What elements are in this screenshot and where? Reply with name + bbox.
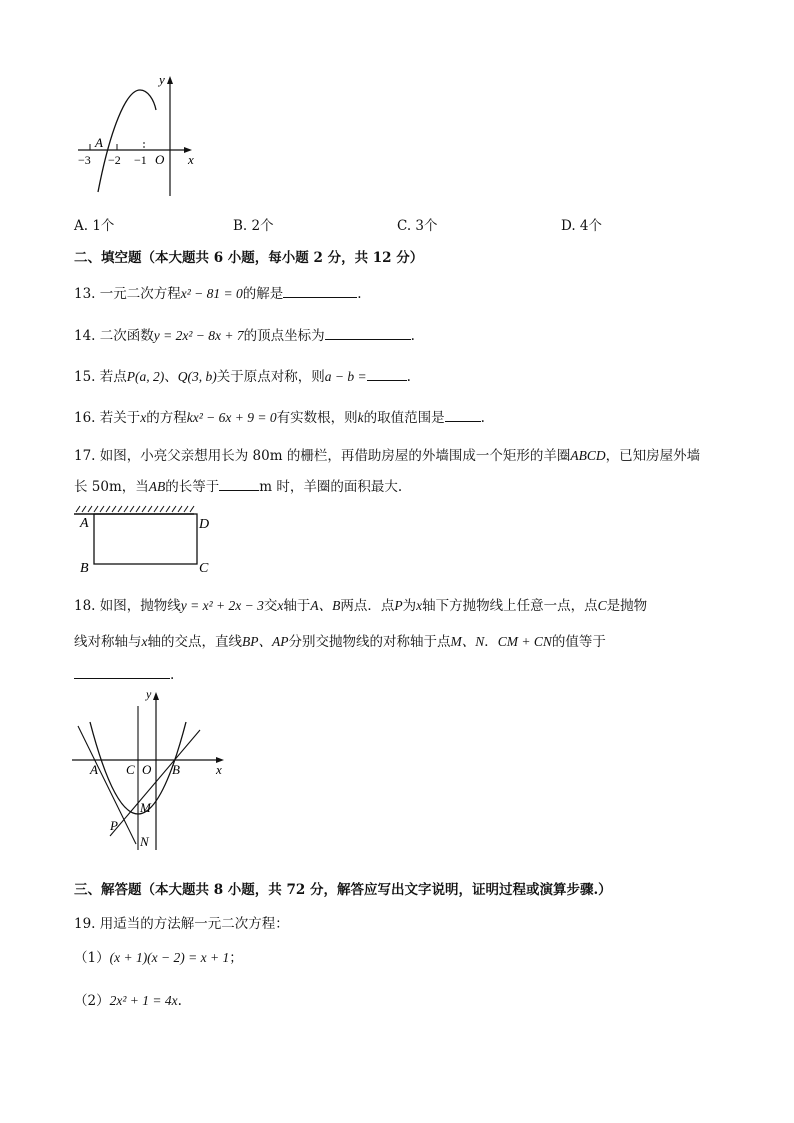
fig17-label-d: D <box>199 517 210 532</box>
q12-figure <box>70 70 210 200</box>
wall-hatching <box>76 506 194 512</box>
fig18-label-c: C <box>126 762 135 777</box>
q18-l2-a: 线对称轴与 <box>74 634 142 650</box>
q18-parabola-eq: y = x² + 2x − 3 <box>180 598 264 613</box>
q18-l1-b: 交 <box>263 598 278 614</box>
q18-l1-x: x <box>277 598 284 613</box>
q15-answer-blank <box>367 366 407 381</box>
q18-l1-f: 轴下方抛物线上任意一点，点 <box>422 598 598 614</box>
fig12-point-a: A <box>95 135 103 150</box>
fig18-label-n: N <box>140 834 149 849</box>
q15-expression: a − b = <box>324 369 367 384</box>
q18-answer-blank <box>74 664 170 679</box>
section2-heading: 二、填空题（本大题共 6 小题，每小题 2 分，共 12 分） <box>74 250 424 266</box>
y-axis-arrow <box>167 76 173 84</box>
q19-part2-number: （2） <box>74 993 110 1009</box>
q18-l2-e: 的值等于 <box>551 634 606 650</box>
q17-figure <box>72 502 222 578</box>
q18-l1-c-point: C <box>597 598 607 613</box>
q19-part1-end: ； <box>229 950 243 966</box>
fig12-origin-label: O <box>155 152 165 167</box>
q19-part2-end: . <box>177 993 182 1009</box>
q18-l1-x2: x <box>416 598 423 613</box>
q16-equation: kx² − 6x + 9 = 0 <box>186 410 277 425</box>
q16-var-x: x <box>140 410 147 425</box>
q16-answer-blank <box>445 407 481 422</box>
q12-option-b: B. 2个 <box>233 218 274 234</box>
question-18-line-1 <box>74 594 647 614</box>
q17-line2-pre: 长 50m，当 <box>74 479 149 495</box>
q18-l1-ab: A、B <box>310 598 341 613</box>
q16-pre: 16. 若关于 <box>74 410 141 426</box>
q14-pre: 14. 二次函数 <box>74 328 154 344</box>
q15-point-p: P(a, 2) <box>126 369 165 384</box>
q19-part1-number: （1） <box>74 950 110 966</box>
q18-l2-x: x <box>141 634 148 649</box>
q19-part2-equation: 2x² + 1 = 4x <box>109 993 178 1008</box>
q16-end: . <box>480 410 485 426</box>
q15-pre: 15. 若点 <box>74 369 127 385</box>
q16-mid2: 有实数根，则 <box>276 410 358 426</box>
q16-mid1: 的方程 <box>146 410 187 426</box>
q18-l2-b: 轴的交点，直线 <box>147 634 242 650</box>
fig12-x-label: x <box>188 152 194 167</box>
section3-heading: 三、解答题（本大题共 8 小题，共 72 分，解答应写出文字说明，证明过程或演算步骤.） <box>74 882 612 898</box>
question-14 <box>74 324 415 344</box>
question-17-line-1 <box>74 444 700 464</box>
fig18-y-label: y <box>146 687 152 701</box>
q13-pre: 13. 一元二次方程 <box>74 286 181 302</box>
q16-var-k: k <box>357 410 364 425</box>
q18-end: . <box>170 667 175 683</box>
q13-post: 的解是 <box>242 286 284 302</box>
q18-l1-p: P <box>394 598 403 613</box>
q14-function: y = 2x² − 8x + 7 <box>153 328 244 343</box>
fig12-tick-label-minus-2: −2 <box>108 153 121 167</box>
fig18-label-p: P <box>110 818 118 833</box>
question-13 <box>74 282 362 302</box>
q13-equation: x² − 81 = 0 <box>180 286 243 301</box>
q18-l2-mn: M、N <box>450 634 485 649</box>
q13-end: . <box>357 286 362 302</box>
q17-rect-label: ABCD <box>570 448 606 463</box>
q18-l2-bp: BP、AP <box>242 634 289 649</box>
q18-l2-expression: CM + CN <box>497 634 552 649</box>
fig17-label-c: C <box>199 561 209 576</box>
q18-l1-d: 两点．点 <box>340 598 395 614</box>
question-19-part-2 <box>74 989 182 1009</box>
q18-l2-c: 分别交抛物线的对称轴于点 <box>288 634 451 650</box>
q13-answer-blank <box>283 283 357 298</box>
fig18-label-a: A <box>90 762 98 777</box>
q17-line1-end: ，已知房屋外墙 <box>605 448 701 464</box>
parabola-curve <box>98 90 156 192</box>
q18-figure <box>70 686 230 854</box>
q17-line2-post: m 时，羊圈的面积最大. <box>259 479 403 495</box>
q16-post: 的取值范围是 <box>363 410 445 426</box>
q15-mid: 关于原点对称，则 <box>216 369 325 385</box>
q14-answer-blank <box>325 325 411 340</box>
question-18-answer <box>74 664 174 683</box>
q15-end: . <box>406 369 411 385</box>
q18-l1-a: 18. 如图，抛物线 <box>74 598 181 614</box>
fig17-label-a: A <box>80 516 89 531</box>
q18-l1-c: 轴于 <box>283 598 311 614</box>
question-15 <box>74 365 411 385</box>
q17-ab-label: AB <box>148 479 166 494</box>
fig18-label-o: O <box>142 762 152 777</box>
question-19-title: 19. 用适当的方法解一元二次方程： <box>74 916 289 932</box>
line-ap <box>78 726 136 844</box>
q15-sep: 、 <box>164 369 178 385</box>
question-19-part-1 <box>74 946 243 966</box>
sheep-pen-rectangle <box>94 514 197 564</box>
q17-answer-blank <box>219 476 259 491</box>
fig12-tick-label-minus-3: −3 <box>78 153 91 167</box>
q15-point-q: Q(3, b) <box>177 369 217 384</box>
fig17-label-b: B <box>80 561 89 576</box>
question-18-line-2 <box>74 630 606 650</box>
q12-option-a: A. 1个 <box>74 218 115 234</box>
q14-end: . <box>410 328 415 344</box>
fig18-x-label: x <box>216 762 222 777</box>
fig18-label-m: M <box>140 800 151 815</box>
q17-line1-text: 17. 如图，小亮父亲想用长为 80m 的栅栏，再借助房屋的外墙围成一个矩形的羊圈 <box>74 448 571 464</box>
q12-option-d: D. 4个 <box>561 218 603 234</box>
fig12-y-label: y <box>159 72 165 87</box>
fig12-tick-label-minus-1: −1 <box>134 153 147 167</box>
q12-option-c: C. 3个 <box>397 218 438 234</box>
q14-post: 的顶点坐标为 <box>243 328 325 344</box>
q17-line2-mid: 的长等于 <box>165 479 220 495</box>
line-bp <box>110 730 200 836</box>
q18-l2-d: ． <box>484 634 498 650</box>
q18-l1-g: 是抛物 <box>606 598 648 614</box>
q18-l1-e: 为 <box>402 598 417 614</box>
fig18-label-b: B <box>172 762 180 777</box>
question-17-line-2 <box>74 475 402 495</box>
q19-part1-equation: (x + 1)(x − 2) = x + 1 <box>109 950 230 965</box>
fig18-y-axis-arrow <box>153 692 159 700</box>
question-16 <box>74 406 485 426</box>
